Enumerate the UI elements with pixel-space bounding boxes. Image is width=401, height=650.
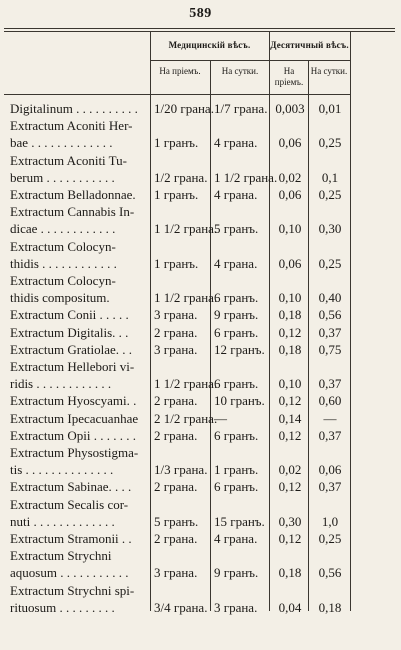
table-row (0, 427, 401, 445)
cell-name: bae . . . . . . . . . . . . . (10, 135, 113, 151)
cell-dec-day: 0,37 (318, 324, 342, 340)
cell-day: 4 грана. (214, 187, 258, 202)
cell-dec-day: 0,25 (318, 531, 342, 546)
cell-name: thidis . . . . . . . . . . . . (10, 255, 117, 271)
header-divider (150, 60, 350, 61)
cell-name: Extractum Physostigma- (10, 445, 139, 460)
cell-dose: 3 грана. (154, 307, 198, 323)
cell-dose: 1 1/2 грана. (154, 290, 218, 306)
cell-dec-day: 0,06 (318, 462, 342, 478)
cell-dose: 1 гранъ. (154, 255, 199, 271)
table-row (0, 134, 401, 152)
table-row (0, 203, 401, 221)
cell-dec-dose: 0,10 (278, 290, 302, 306)
medical-weight-header: Медицинскій вѣсъ. (168, 40, 251, 50)
per-day-dec-header: На сутки. (310, 66, 348, 76)
table-row (0, 530, 401, 548)
cell-day: 6 гранъ. (214, 479, 259, 495)
cell-day: 9 гранъ. (214, 565, 259, 581)
table-row (0, 358, 401, 376)
cell-dec-dose: 0,003 (275, 101, 305, 116)
cell-name: Extractum Gratiolae. . . (10, 341, 133, 357)
table-row (0, 117, 401, 135)
cell-name: Digitalinum . . . . . . . . . . (10, 101, 138, 116)
cell-name: Extractum Strychni (10, 548, 112, 564)
per-day-header: На сутки. (221, 66, 259, 76)
cell-dose: 1 1/2 грана. (154, 376, 218, 392)
table-row (0, 255, 401, 273)
cell-dec-day: 0,18 (318, 599, 342, 615)
cell-dose: 1 1/2 грана. (154, 221, 218, 237)
cell-day: 1 1/2 грана. (214, 169, 278, 185)
cell-name: Extractum Ipecacuanhae (10, 410, 139, 426)
table-row (0, 582, 401, 600)
cell-name: Extractum Sabinae. . . . (10, 479, 132, 495)
cell-dose: 2 грана. (154, 531, 198, 546)
table-row (0, 392, 401, 410)
decimal-weight-header: Десятичный вѣсъ. (270, 40, 349, 50)
cell-day: 1/7 грана. (214, 101, 268, 116)
cell-name: thidis compositum. (10, 290, 110, 306)
cell-dec-day: — (323, 410, 337, 426)
table-row (0, 444, 401, 462)
cell-dec-dose: 0,06 (278, 187, 302, 202)
cell-dec-day: 0,37 (318, 427, 342, 443)
table-row (0, 238, 401, 256)
cell-dec-day: 0,25 (318, 135, 342, 151)
table-row (0, 272, 401, 290)
table-row (0, 410, 401, 428)
cell-name: Extractum Aconiti Her- (10, 118, 133, 134)
cell-name: Extractum Aconiti Tu- (10, 152, 127, 168)
cell-dec-day: 0,56 (318, 565, 342, 581)
cell-dose: 1 гранъ. (154, 187, 199, 202)
cell-name: Extractum Colocyn- (10, 273, 116, 288)
table-row (0, 375, 401, 393)
cell-day: 6 гранъ. (214, 427, 259, 443)
cell-dec-day: 0,60 (318, 393, 342, 409)
table-row (0, 496, 401, 514)
per-dose-header: На пріемъ. (159, 66, 201, 76)
table-row (0, 564, 401, 582)
cell-dec-dose: 0,06 (278, 135, 302, 151)
table-row (0, 461, 401, 479)
cell-name: Extractum Colocyn- (10, 238, 116, 254)
cell-name: ridis . . . . . . . . . . . . (10, 376, 112, 392)
cell-name: nuti . . . . . . . . . . . . . (10, 513, 115, 529)
cell-dose: 2 1/2 грана. (154, 410, 218, 426)
cell-dec-day: 0,01 (318, 101, 342, 116)
cell-dec-dose: 0,18 (278, 307, 302, 323)
cell-dec-day: 0,37 (318, 479, 342, 495)
cell-dec-day: 0,40 (318, 290, 342, 306)
cell-dec-dose: 0,18 (278, 565, 302, 581)
cell-dose: 1/2 грана. (154, 169, 208, 185)
table-row (0, 289, 401, 307)
cell-name: Extractum Hyoscyami. . (10, 393, 137, 409)
cell-dec-dose: 0,10 (278, 376, 302, 392)
cell-name: Extractum Opii . . . . . . . (10, 427, 137, 443)
cell-day: 4 грана. (214, 255, 258, 271)
cell-day: 5 гранъ. (214, 221, 259, 237)
cell-name: rituosum . . . . . . . . . (10, 599, 115, 615)
cell-day: 9 гранъ. (214, 307, 259, 323)
cell-dec-dose: 0,10 (278, 221, 302, 237)
cell-name: Extractum Cannabis In- (10, 204, 135, 220)
cell-dose: 3 грана. (154, 341, 198, 357)
cell-day: 6 гранъ. (214, 376, 259, 392)
cell-day: 4 грана. (214, 531, 258, 546)
cell-day: 10 гранъ. (214, 393, 265, 409)
top-rule (4, 28, 395, 29)
cell-dose: 1/20 грана. (154, 101, 214, 116)
cell-name: tis . . . . . . . . . . . . . . (10, 462, 114, 478)
cell-dec-day: 0,25 (318, 255, 342, 271)
cell-name: Extractum Digitalis. . . (10, 324, 129, 340)
cell-dose: 1 гранъ. (154, 135, 199, 151)
cell-name: aquosum . . . . . . . . . . . (10, 565, 129, 581)
cell-dec-dose: 0,18 (278, 341, 302, 357)
cell-day: 3 грана. (214, 599, 258, 615)
cell-dec-dose: 0,30 (278, 513, 302, 529)
table-row (0, 341, 401, 359)
cell-dec-dose: 0,12 (278, 393, 302, 409)
table-row (0, 152, 401, 170)
top-rule-2 (4, 31, 395, 32)
cell-dose: 3/4 грана. (154, 599, 208, 615)
cell-dec-day: 0,37 (318, 376, 342, 392)
cell-dec-dose: 0,12 (278, 531, 302, 546)
table-row (0, 324, 401, 342)
cell-name: Extractum Secalis cor- (10, 496, 129, 512)
table-row (0, 100, 401, 118)
cell-name: Extractum Conii . . . . . (10, 307, 129, 323)
cell-dec-dose: 0,06 (278, 255, 302, 271)
table-row (0, 169, 401, 187)
cell-dose: 2 грана. (154, 427, 198, 443)
page-number: 589 (189, 6, 212, 21)
cell-day: 12 гранъ. (214, 341, 265, 357)
cell-day: 6 гранъ. (214, 290, 259, 306)
cell-dec-dose: 0,12 (278, 479, 302, 495)
table-row (0, 478, 401, 496)
table-row (0, 186, 401, 204)
table-row (0, 220, 401, 238)
cell-dose: 3 грана. (154, 565, 198, 581)
cell-dose: 2 грана. (154, 324, 198, 340)
cell-dec-dose: 0,02 (278, 462, 302, 478)
cell-dec-day: 0,56 (318, 307, 342, 323)
header-bottom-rule (4, 94, 350, 95)
cell-dose: 1/3 грана. (154, 462, 208, 478)
per-dose-dec-header: На пріемъ. (274, 66, 304, 87)
cell-day: 6 гранъ. (214, 324, 259, 340)
table-row (0, 547, 401, 565)
cell-dec-dose: 0,14 (278, 410, 302, 426)
cell-dose: 2 грана. (154, 393, 198, 409)
cell-dec-dose: 0,12 (278, 427, 302, 443)
table-row (0, 513, 401, 531)
cell-day: — (214, 410, 227, 426)
cell-dec-day: 0,30 (318, 221, 342, 237)
cell-dec-dose: 0,12 (278, 324, 302, 340)
cell-dec-day: 0,1 (321, 169, 339, 185)
cell-name: dicae . . . . . . . . . . . . (10, 221, 116, 237)
cell-dose: 5 гранъ. (154, 513, 199, 529)
cell-day: 1 гранъ. (214, 462, 259, 478)
cell-name: Extractum Hellebori vi- (10, 359, 135, 374)
cell-dec-dose: 0,02 (278, 169, 302, 185)
cell-name: Extractum Strychni spi- (10, 582, 135, 598)
table-row (0, 599, 401, 617)
cell-name: Extractum Stramonii . . (10, 531, 132, 546)
cell-dec-dose: 0,04 (278, 599, 302, 615)
table-row (0, 306, 401, 324)
cell-day: 4 грана. (214, 135, 258, 151)
cell-day: 15 гранъ. (214, 513, 265, 529)
cell-dec-day: 1,0 (321, 513, 339, 529)
cell-name: berum . . . . . . . . . . . (10, 169, 115, 185)
cell-dose: 2 грана. (154, 479, 198, 495)
cell-dec-day: 0,75 (318, 341, 342, 357)
cell-name: Extractum Belladonnae. (10, 187, 136, 202)
cell-dec-day: 0,25 (318, 187, 342, 202)
